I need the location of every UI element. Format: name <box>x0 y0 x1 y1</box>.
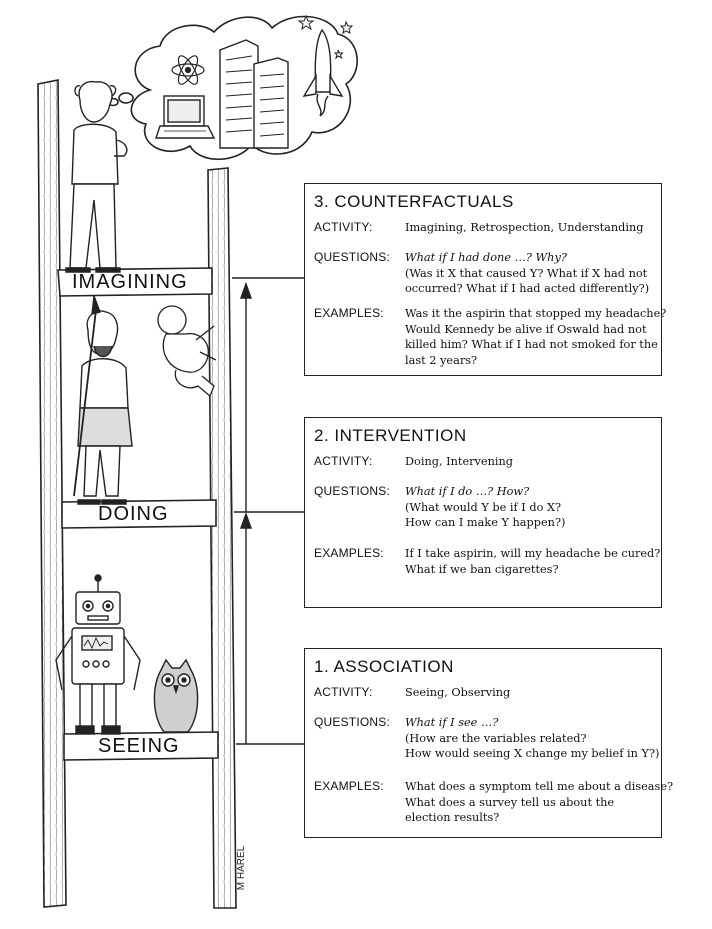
box-title: 2. INTERVENTION <box>314 426 467 445</box>
baby-figure <box>158 306 216 396</box>
examples-line: Would Kennedy be alive if Oswald had not <box>405 322 647 336</box>
rung-label-doing: DOING <box>98 503 169 525</box>
activity-label: ACTIVITY: <box>314 454 373 468</box>
box-title: 3. COUNTERFACTUALS <box>314 192 514 211</box>
examples-line: last 2 years? <box>405 353 478 367</box>
questions-lead: What if I see …? <box>405 716 499 729</box>
ladder-left-rail <box>38 80 66 907</box>
activity-value: Seeing, Observing <box>405 686 511 699</box>
artist-signature <box>236 845 247 890</box>
robot-figure <box>56 575 140 734</box>
box-title: 1. ASSOCIATION <box>314 657 454 676</box>
questions-line: occurred? What if I had acted differently?) <box>405 282 650 295</box>
questions-line: How can I make Y happen?) <box>405 516 566 529</box>
questions-line: (Was it X that caused Y? What if X had not <box>405 266 648 280</box>
arrow-seeing-to-doing <box>241 514 251 744</box>
examples-line: Was it the aspirin that stopped my headache? <box>405 307 667 320</box>
questions-line: How would seeing X change my belief in Y?) <box>405 747 660 760</box>
activity-label: ACTIVITY: <box>314 685 373 699</box>
arrow-doing-to-imagining <box>241 284 251 512</box>
questions-label: QUESTIONS: <box>314 250 391 264</box>
questions-label: QUESTIONS: <box>314 715 391 729</box>
examples-label: EXAMPLES: <box>314 779 384 793</box>
examples-line: What does a survey tell us about the <box>405 795 615 809</box>
box-association <box>304 648 674 838</box>
owl-figure <box>154 660 197 732</box>
box-counterfactuals <box>304 183 667 376</box>
questions-lead: What if I do …? How? <box>405 485 530 498</box>
signature-text: M HAREL <box>236 845 247 891</box>
rung-label-imagining: IMAGINING <box>72 271 188 293</box>
examples-line: What does a symptom tell me about a disease? <box>405 780 674 793</box>
activity-value: Imagining, Retrospection, Understanding <box>405 221 644 234</box>
questions-label: QUESTIONS: <box>314 484 391 498</box>
examples-label: EXAMPLES: <box>314 306 384 320</box>
examples-line: What if we ban cigarettes? <box>405 562 559 576</box>
caveman-figure <box>74 296 132 504</box>
questions-lead: What if I had done …? Why? <box>405 251 567 264</box>
examples-line: killed him? What if I had not smoked for the <box>405 338 658 351</box>
examples-line: election results? <box>405 811 500 824</box>
examples-line: If I take aspirin, will my headache be cured? <box>405 547 661 560</box>
activity-value: Doing, Intervening <box>405 455 513 468</box>
rung-label-seeing: SEEING <box>98 735 180 757</box>
box-intervention <box>304 417 662 608</box>
examples-label: EXAMPLES: <box>314 546 384 560</box>
activity-label: ACTIVITY: <box>314 220 373 234</box>
scientist-figure <box>66 82 127 272</box>
questions-line: (How are the variables related? <box>405 731 587 745</box>
questions-line: (What would Y be if I do X? <box>405 500 562 514</box>
